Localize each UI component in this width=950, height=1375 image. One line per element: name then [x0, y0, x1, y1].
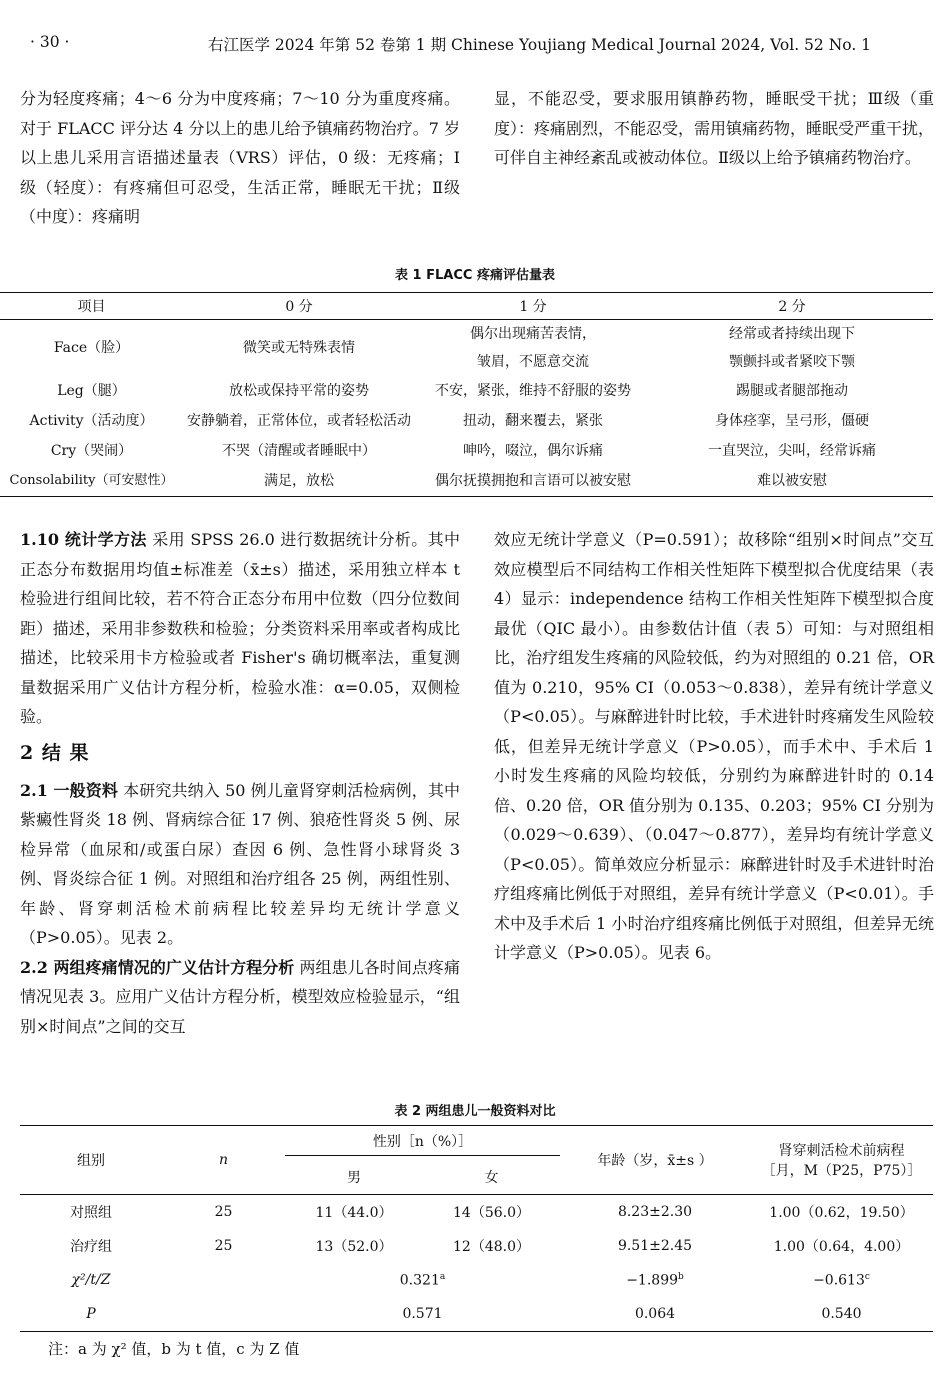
running-header	[0, 33, 950, 57]
table-cell: 12（48.0）	[453, 1239, 530, 1255]
table-cell: 难以被安慰	[757, 473, 827, 489]
table-cell: 0.064	[634, 1306, 676, 1322]
table-row	[20, 1195, 933, 1230]
cell-line: 皱眉，不愿意交流	[477, 354, 589, 370]
table-cell: 不哭（清醒或者睡眠中）	[222, 443, 376, 459]
stat-sup: c	[864, 1271, 870, 1282]
table-cell: 13（52.0）	[315, 1239, 393, 1255]
table-row	[0, 376, 933, 406]
table-cell	[415, 320, 651, 377]
table1-header-row	[0, 293, 933, 320]
journal-title: 右江医学 2024 年第 52 卷第 1 期 Chinese Youjiang Medical Journal 2024, Vol. 52 No. 1	[208, 36, 872, 54]
table1-header-cell: 1 分	[415, 293, 651, 320]
table1-header-cell: 项目	[0, 293, 183, 320]
table2-header-female: 女	[423, 1160, 560, 1195]
page-number: · 30 ·	[30, 33, 70, 51]
table-cell: Leg（腿）	[57, 383, 126, 399]
table-cell: 治疗组	[70, 1239, 112, 1255]
section-2-1-heading: 2.1 一般资料	[20, 780, 118, 800]
cell-line: 颚颤抖或者紧咬下颚	[729, 354, 855, 370]
table-cell: 8.23±2.30	[617, 1204, 693, 1220]
section-1-10-body: 采用 SPSS 26.0 进行数据统计分析。其中正态分布数据用均值±标准差（x̄±s）描述，采用独立样本 t 检验进行组间比较，若不符合正态分布用中位数（四分位数间距）描述，采用非参数秩和检验；分类资料采用率或者构成比描述，比较采用卡方检验或者 Fisher's 确切概率法，重复测量数据采用广义估计方程分析，检验水准：α=0.05，双侧检验。	[20, 530, 460, 726]
table-cell	[285, 1263, 560, 1297]
table-row	[20, 1263, 933, 1297]
table-row	[0, 406, 933, 436]
table-cell: 一直哭泣，尖叫，经常诉痛	[708, 443, 876, 459]
sex-header-label: 性别［n（%）］	[285, 1131, 560, 1156]
table-row	[0, 436, 933, 466]
top-left-text: 分为轻度疼痛；4～6 分为中度疼痛；7～10 分为重度疼痛。对于 FLACC 评分达 4 分以上的患儿给予镇痛药物治疗。7 岁以上患儿采用言语描述量表（VRS）评估，0 级：无疼痛；Ⅰ级（轻度）：有疼痛但可忍受，生活正常，睡眠无干扰；Ⅱ级（中度）：疼痛明	[20, 89, 460, 226]
table2-note: 注：a 为 χ² 值，b 为 t 值，c 为 Z 值	[48, 1340, 300, 1358]
top-right-text: 显，不能忍受，要求服用镇静药物，睡眠受干扰；Ⅲ级（重度）：疼痛剧烈，不能忍受，需用镇痛药物，睡眠受严重干扰，可伴自主神经紊乱或被动体位。Ⅱ级以上给予镇痛药物治疗。	[494, 89, 935, 167]
table-cell: Cry（哭闹）	[50, 443, 133, 459]
left-column	[20, 525, 460, 1041]
cell-line: 经常或者持续出现下	[729, 326, 855, 342]
table-cell: 呻吟，啜泣，偶尔诉痛	[463, 443, 603, 459]
table2-header-n: n	[162, 1126, 285, 1195]
table2-caption: 表 2 两组患儿一般资料对比	[394, 1104, 556, 1119]
table-cell: 放松或保持平常的姿势	[229, 383, 369, 399]
stat-sup: b	[678, 1271, 684, 1282]
table-cell: 身体痉挛，呈弓形，僵硬	[715, 413, 869, 429]
section-2-heading: 2 结 果	[20, 741, 90, 764]
table-cell	[750, 1263, 933, 1297]
table-cell: χ²/t/Z	[71, 1272, 111, 1288]
cell-line: 偶尔出现痛苦表情，	[470, 326, 596, 342]
table-cell: Activity（活动度）	[29, 413, 154, 429]
table-cell: P	[86, 1306, 96, 1322]
top-left-paragraph	[20, 84, 460, 232]
stat-value: −0.613	[813, 1272, 865, 1289]
table-cell: Consolability（可安慰性）	[9, 473, 174, 488]
table1-caption: 表 1 FLACC 疼痛评估量表	[395, 268, 555, 283]
table2-header-group: 组别	[20, 1126, 162, 1195]
table-cell: 踢腿或者腿部拖动	[736, 383, 848, 399]
table1-header-cell: 2 分	[651, 293, 933, 320]
table-row	[20, 1297, 933, 1332]
table-cell	[651, 320, 933, 377]
table-cell: 25	[214, 1238, 233, 1254]
table-cell: 0.571	[402, 1306, 443, 1322]
table2-header-male: 男	[285, 1160, 423, 1195]
table-cell: 0.540	[821, 1306, 862, 1322]
section-2-2-body: 两组患儿各时间点疼痛情况见表 3。应用广义估计方程分析，模型效应检验显示，“组别×时间点”之间的交互	[20, 957, 460, 1036]
table-cell	[560, 1263, 750, 1297]
right-column	[494, 525, 934, 968]
table-cell: 9.51±2.45	[617, 1238, 693, 1254]
table-cell: 安静躺着，正常体位，或者轻松活动	[187, 413, 411, 429]
table2-header-age: 年龄（岁，x̄±s ）	[560, 1126, 750, 1195]
table2-header-sex	[285, 1126, 560, 1161]
table-cell: 不安，紧张，维持不舒服的姿势	[435, 383, 631, 399]
table1-flacc-scale	[0, 292, 933, 497]
table-cell	[162, 1297, 285, 1332]
right-column-text: 效应无统计学意义（P=0.591）；故移除“组别×时间点”交互效应模型后不同结构工作相关性矩阵下模型拟合优度结果（表 4）显示：independence 结构工作相关性矩阵下模型拟合度最优（QIC 最小）。由参数估计值（表 5）可知：与对照组相比，治疗组发生疼痛的风险较低，约为对照组的 0.21 倍，OR 值为 0.210，95% CI（0.053～0.838），差异有统计学意义（P<0.05）。与麻醉进针时比较，手术进针时疼痛发生风险较低，但差异无统计学意义（P>0.05），而手术中、手术后 1 小时发生疼痛的风险均较低，分别约为麻醉进针时的 0.14 倍、0.20 倍，OR 值分别为 0.135、0.203；95% CI 分别为（0.029～0.639）、（0.047～0.877），差异均有统计学意义（P<0.05）。简单效应分析显示：麻醉进针时及手术进针时治疗组疼痛比例低于对照组，差异有统计学意义（P<0.01）。手术中及手术后 1 小时治疗组疼痛比例低于对照组，但差异无统计学意义（P>0.05）。见表 6。	[494, 530, 934, 962]
section-1-10	[20, 525, 460, 732]
table-cell: 1.00（0.62，19.50）	[769, 1205, 914, 1221]
table-cell: 1.00（0.64，4.00）	[773, 1239, 910, 1255]
table-cell: 偶尔抚摸拥抱和言语可以被安慰	[435, 473, 631, 489]
section-1-10-heading: 1.10 统计学方法	[20, 530, 147, 549]
section-2-1-body: 本研究共纳入 50 例儿童肾穿刺活检病例，其中紫癜性肾炎 18 例、肾病综合征 17 例、狼疮性肾炎 5 例、尿检异常（血尿和/或蛋白尿）查因 6 例、急性肾小球肾炎 3 例、肾炎综合征 1 例。对照组和治疗组各 25 例，两组性别、年龄、肾穿刺活检术前病程比较差异均无统计学意义（P>0.05）。见表 2。	[20, 780, 460, 947]
table1-header-cell: 0 分	[183, 293, 415, 320]
stat-value: 0.321	[399, 1272, 440, 1289]
stat-value: −1.899	[626, 1272, 679, 1289]
table-cell: 满足，放松	[264, 473, 334, 489]
table-cell: 11（44.0）	[315, 1205, 393, 1221]
table-cell: 14（56.0）	[453, 1205, 530, 1221]
table-row	[0, 320, 933, 377]
section-2-2-heading: 2.2 两组疼痛情况的广义估计方程分析	[20, 957, 295, 977]
table-row	[0, 466, 933, 497]
table-cell	[162, 1263, 285, 1297]
table-cell: 25	[214, 1204, 233, 1220]
table2-header-row-1	[20, 1126, 933, 1161]
table2-header-course	[750, 1126, 933, 1195]
table-cell: Face（脸）	[53, 340, 130, 356]
stat-sup: a	[439, 1271, 446, 1282]
course-header-line1: 肾穿刺活检术前病程	[778, 1143, 905, 1159]
top-right-paragraph	[494, 84, 934, 173]
table-cell: 对照组	[70, 1205, 112, 1221]
course-header-line2: ［月，M（P25，P75）］	[761, 1163, 922, 1179]
table-cell: 微笑或无特殊表情	[243, 340, 355, 356]
table-row	[20, 1229, 933, 1263]
section-2-2	[20, 953, 460, 1042]
section-2-1	[20, 776, 460, 953]
table2-general-data	[20, 1125, 933, 1332]
table-cell: 扭动，翻来覆去，紧张	[463, 413, 603, 429]
